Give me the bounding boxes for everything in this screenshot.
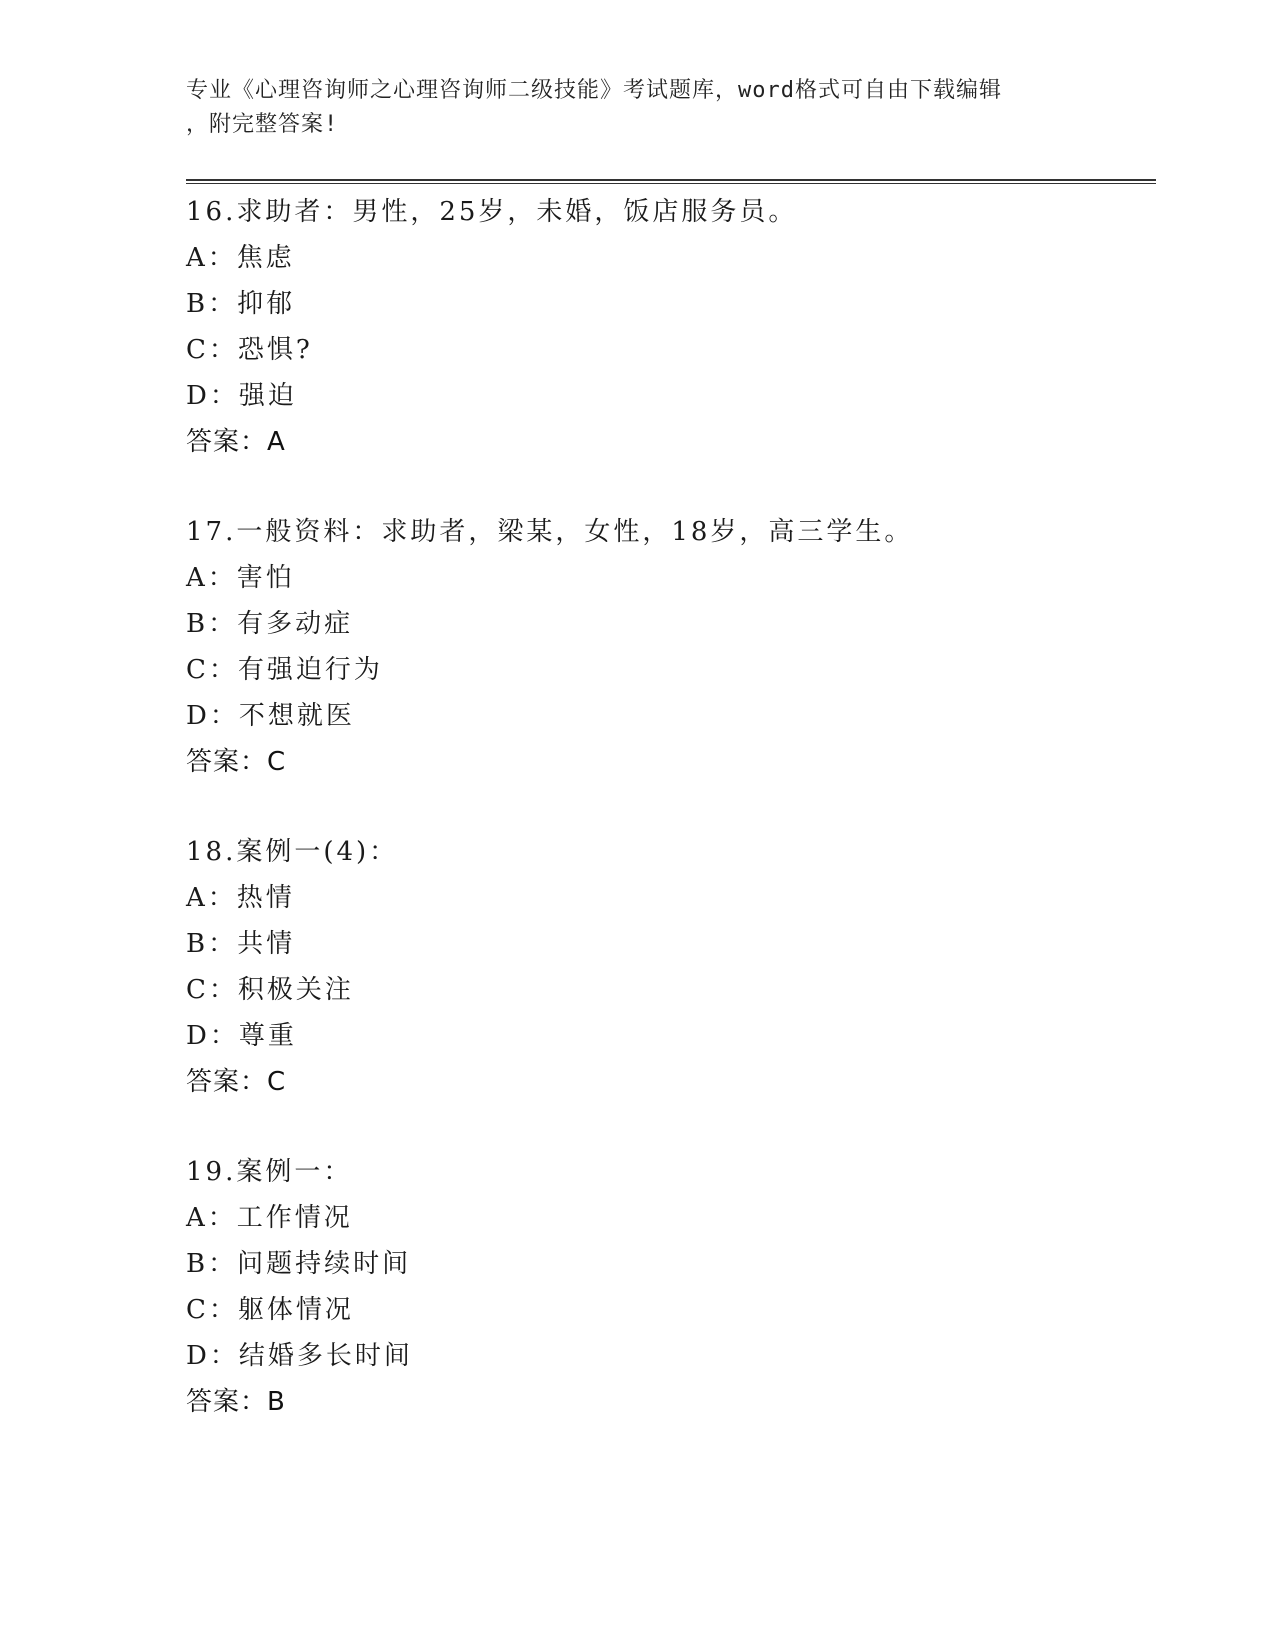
option-b: B：抑郁 xyxy=(186,289,296,319)
option-a: A：焦虑 xyxy=(186,243,295,273)
header-line-1: 专业《心理咨询师之心理咨询师二级技能》考试题库，word格式可自由下载编辑 xyxy=(186,78,1002,103)
option-b: B：问题持续时间 xyxy=(186,1249,412,1279)
answer-line: 答案：A xyxy=(186,427,286,457)
question-18 xyxy=(186,829,1156,1105)
question-16 xyxy=(186,189,1156,465)
document-header xyxy=(186,74,1066,142)
option-a: A：害怕 xyxy=(186,563,295,593)
header-divider xyxy=(186,179,1156,184)
header-line-2: ，附完整答案! xyxy=(186,112,339,137)
option-b: B：共情 xyxy=(186,929,296,959)
answer-line: 答案：C xyxy=(186,1067,287,1097)
option-c: C：恐惧? xyxy=(186,335,313,365)
question-19 xyxy=(186,1149,1156,1425)
question-stem: 16.求助者：男性，25岁，未婚，饭店服务员。 xyxy=(186,197,798,227)
question-17 xyxy=(186,509,1156,785)
option-a: A：热情 xyxy=(186,883,295,913)
question-stem: 17.一般资料：求助者，梁某，女性，18岁，高三学生。 xyxy=(186,517,914,547)
answer-line: 答案：B xyxy=(186,1387,286,1417)
answer-line: 答案：C xyxy=(186,747,287,777)
option-c: C：躯体情况 xyxy=(186,1295,354,1325)
option-a: A：工作情况 xyxy=(186,1203,353,1233)
option-c: C：积极关注 xyxy=(186,975,354,1005)
question-stem: 19.案例一： xyxy=(186,1157,353,1187)
option-d: D：结婚多长时间 xyxy=(186,1341,413,1371)
option-d: D：不想就医 xyxy=(186,701,355,731)
question-stem: 18.案例一(4)： xyxy=(186,837,399,867)
option-b: B：有多动症 xyxy=(186,609,354,639)
option-d: D：强迫 xyxy=(186,381,297,411)
option-d: D：尊重 xyxy=(186,1021,297,1051)
option-c: C：有强迫行为 xyxy=(186,655,383,685)
